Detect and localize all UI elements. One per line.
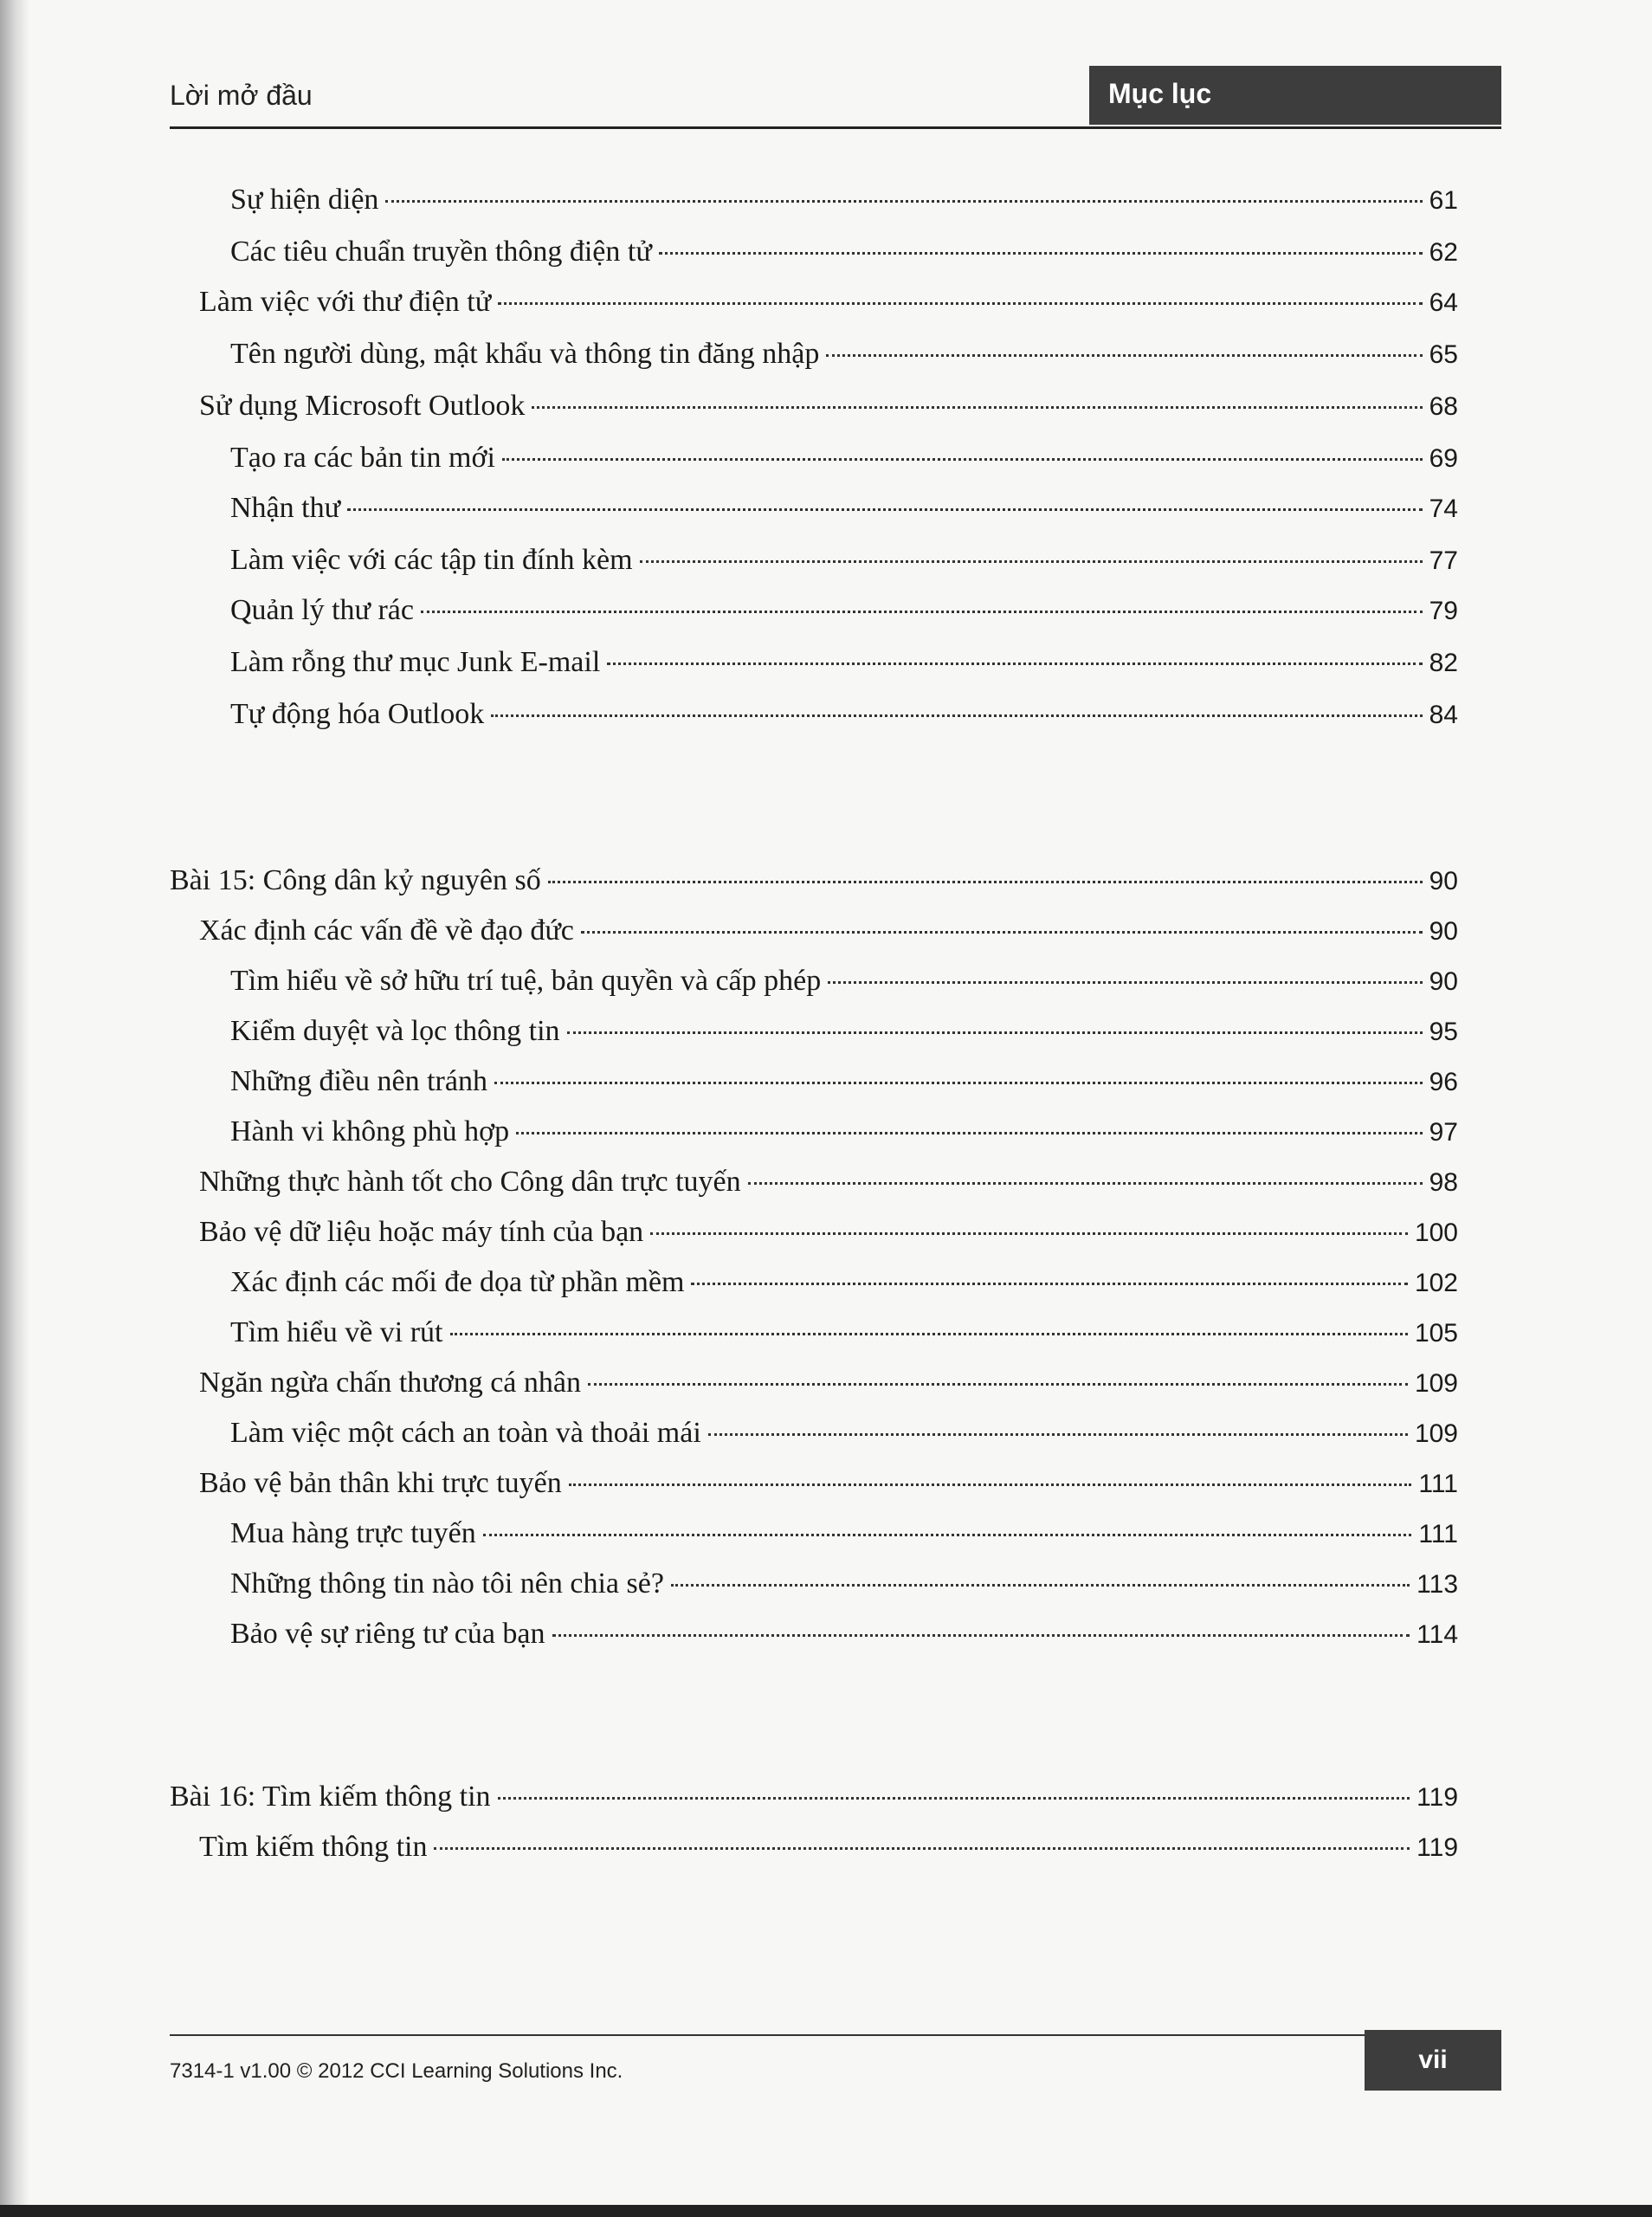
toc-entry bbox=[230, 1114, 1458, 1150]
dot-leader bbox=[483, 1534, 1412, 1536]
toc-entry bbox=[230, 1264, 1458, 1301]
toc-entry bbox=[230, 542, 1458, 578]
toc-entry-page: 97 bbox=[1429, 1118, 1458, 1147]
toc-entry bbox=[230, 1516, 1458, 1552]
toc-entry-page: 119 bbox=[1416, 1833, 1458, 1862]
toc-entry-page: 65 bbox=[1429, 340, 1458, 369]
dot-leader bbox=[450, 1333, 1408, 1335]
dot-leader bbox=[581, 931, 1423, 934]
dot-leader bbox=[498, 1797, 1410, 1800]
dot-leader bbox=[494, 1082, 1423, 1084]
dot-leader bbox=[385, 200, 1422, 203]
toc-entry-label: Bảo vệ dữ liệu hoặc máy tính của bạn bbox=[199, 1216, 644, 1248]
toc-entry-label: Nhận thư bbox=[230, 492, 341, 524]
toc-entry-label: Những thực hành tốt cho Công dân trực tuyến bbox=[199, 1166, 741, 1198]
toc-entry-label: Tìm hiểu về vi rút bbox=[230, 1316, 443, 1348]
toc-entry bbox=[230, 490, 1458, 527]
toc-entry bbox=[230, 1566, 1458, 1602]
toc-entry-page: 90 bbox=[1429, 967, 1458, 996]
footer-divider bbox=[170, 2034, 1365, 2036]
toc-entry-page: 69 bbox=[1429, 444, 1458, 473]
toc-entry-label: Quản lý thư rác bbox=[230, 594, 414, 626]
toc-entry-page: 114 bbox=[1416, 1620, 1458, 1649]
dot-leader bbox=[548, 881, 1423, 883]
toc-entry bbox=[230, 592, 1458, 629]
toc-entry-label: Sử dụng Microsoft Outlook bbox=[199, 390, 526, 422]
toc-entry-page: 111 bbox=[1418, 1520, 1458, 1548]
dot-leader bbox=[671, 1584, 1410, 1587]
toc-entry-page: 84 bbox=[1429, 701, 1458, 729]
dot-leader bbox=[498, 302, 1422, 305]
footer-copyright: 7314-1 v1.00 © 2012 CCI Learning Solutions Inc. bbox=[170, 2059, 623, 2083]
toc-entry bbox=[230, 1415, 1458, 1451]
toc-entry-label: Tự động hóa Outlook bbox=[230, 698, 485, 730]
toc-entry-page: 119 bbox=[1416, 1783, 1458, 1812]
toc-entry-label: Tạo ra các bản tin mới bbox=[230, 442, 495, 474]
toc-entry-page: 61 bbox=[1429, 186, 1458, 215]
dot-leader bbox=[691, 1283, 1407, 1285]
toc-entry-label: Làm rỗng thư mục Junk E-mail bbox=[230, 646, 601, 678]
toc-entry bbox=[230, 1315, 1458, 1351]
toc-entry-page: 100 bbox=[1414, 1218, 1458, 1247]
scan-edge-shadow bbox=[0, 0, 29, 2217]
toc-entry bbox=[199, 388, 1458, 424]
toc-entry-label: Bài 16: Tìm kiếm thông tin bbox=[170, 1781, 491, 1813]
toc-entry-label: Ngăn ngừa chấn thương cá nhân bbox=[199, 1367, 581, 1399]
toc-entry-page: 109 bbox=[1414, 1369, 1458, 1398]
dot-leader bbox=[434, 1847, 1410, 1850]
toc-entry-label: Tìm hiểu về sở hữu trí tuệ, bản quyền và cấp phép bbox=[230, 965, 822, 997]
toc-entry-page: 74 bbox=[1429, 494, 1458, 523]
toc-entry bbox=[199, 1214, 1458, 1251]
toc-entry bbox=[230, 336, 1458, 372]
toc-entry bbox=[199, 913, 1458, 949]
page-number-badge: vii bbox=[1365, 2030, 1501, 2091]
toc-entry-label: Bài 15: Công dân kỷ nguyên số bbox=[170, 864, 541, 896]
toc-entry-page: 90 bbox=[1429, 917, 1458, 946]
toc-entry-label: Mua hàng trực tuyến bbox=[230, 1517, 476, 1549]
toc-entry bbox=[230, 234, 1458, 270]
dot-leader bbox=[708, 1433, 1408, 1436]
toc-entry-label: Tìm kiếm thông tin bbox=[199, 1831, 428, 1863]
dot-leader bbox=[502, 458, 1423, 461]
toc-entry-label: Làm việc một cách an toàn và thoải mái bbox=[230, 1417, 701, 1449]
toc-entry-label: Tên người dùng, mật khẩu và thông tin đăng nhập bbox=[230, 338, 820, 370]
toc-entry bbox=[199, 1465, 1458, 1502]
toc-entry-page: 95 bbox=[1429, 1018, 1458, 1046]
dot-leader bbox=[650, 1232, 1408, 1235]
dot-leader bbox=[640, 560, 1423, 563]
dot-leader bbox=[532, 406, 1422, 409]
toc-entry bbox=[230, 1616, 1458, 1652]
toc-entry-page: 113 bbox=[1416, 1570, 1458, 1599]
toc-entry-label: Những thông tin nào tôi nên chia sẻ? bbox=[230, 1567, 664, 1600]
dot-leader bbox=[491, 714, 1422, 717]
toc-entry bbox=[230, 1063, 1458, 1100]
dot-leader bbox=[588, 1383, 1408, 1386]
dot-leader bbox=[828, 981, 1422, 984]
toc-entry-page: 102 bbox=[1414, 1269, 1458, 1297]
toc-entry-label: Bảo vệ sự riêng tư của bạn bbox=[230, 1618, 545, 1650]
toc-entry-page: 62 bbox=[1429, 238, 1458, 267]
toc-entry-label: Làm việc với thư điện tử bbox=[199, 286, 492, 318]
toc-entry bbox=[199, 284, 1458, 320]
toc-entry bbox=[230, 182, 1458, 218]
toc-entry-label: Các tiêu chuẩn truyền thông điện tử bbox=[230, 236, 652, 268]
toc-entry-page: 82 bbox=[1429, 649, 1458, 677]
toc-entry-page: 105 bbox=[1414, 1319, 1458, 1348]
toc-entry bbox=[199, 1829, 1458, 1865]
toc-entry bbox=[230, 440, 1458, 476]
toc-entry-label: Hành vi không phù hợp bbox=[230, 1115, 510, 1147]
toc-entry-label: Xác định các mối đe dọa từ phần mềm bbox=[230, 1266, 685, 1298]
header-divider bbox=[170, 126, 1501, 129]
toc-entry-label: Sự hiện diện bbox=[230, 184, 379, 216]
running-header-title: Lời mở đầu bbox=[170, 80, 313, 111]
toc-entry-label: Những điều nên tránh bbox=[230, 1065, 487, 1097]
dot-leader bbox=[567, 1031, 1423, 1034]
dot-leader bbox=[659, 252, 1423, 255]
toc-entry-label: Bảo vệ bản thân khi trực tuyến bbox=[199, 1467, 562, 1499]
toc-entry bbox=[230, 963, 1458, 999]
dot-leader bbox=[607, 663, 1422, 665]
section-tab: Mục lục bbox=[1089, 66, 1501, 125]
toc-entry-page: 90 bbox=[1429, 867, 1458, 895]
toc-entry-page: 68 bbox=[1429, 392, 1458, 421]
dot-leader bbox=[748, 1182, 1423, 1185]
toc-entry bbox=[230, 696, 1458, 733]
toc-entry-page: 64 bbox=[1429, 288, 1458, 317]
toc-entry-label: Kiểm duyệt và lọc thông tin bbox=[230, 1015, 560, 1047]
toc-entry bbox=[230, 1013, 1458, 1050]
toc-entry-label: Làm việc với các tập tin đính kèm bbox=[230, 544, 633, 576]
toc-entry-chapter bbox=[170, 863, 1458, 899]
toc-entry-label: Xác định các vấn đề về đạo đức bbox=[199, 915, 574, 947]
toc-entry-page: 111 bbox=[1418, 1470, 1458, 1498]
toc-entry-page: 79 bbox=[1429, 597, 1458, 625]
dot-leader bbox=[421, 611, 1423, 613]
toc-entry-page: 98 bbox=[1429, 1168, 1458, 1197]
toc-entry-page: 77 bbox=[1429, 546, 1458, 575]
dot-leader bbox=[826, 354, 1422, 357]
toc-entry-page: 109 bbox=[1414, 1419, 1458, 1448]
dot-leader bbox=[516, 1132, 1423, 1134]
dot-leader bbox=[552, 1634, 1410, 1637]
toc-entry bbox=[199, 1365, 1458, 1401]
toc-entry bbox=[230, 644, 1458, 681]
dot-leader bbox=[347, 508, 1423, 511]
scan-bottom-edge bbox=[0, 2205, 1652, 2217]
toc-entry bbox=[199, 1164, 1458, 1200]
toc-entry-chapter bbox=[170, 1779, 1458, 1815]
dot-leader bbox=[569, 1483, 1412, 1486]
toc-entry-page: 96 bbox=[1429, 1068, 1458, 1096]
